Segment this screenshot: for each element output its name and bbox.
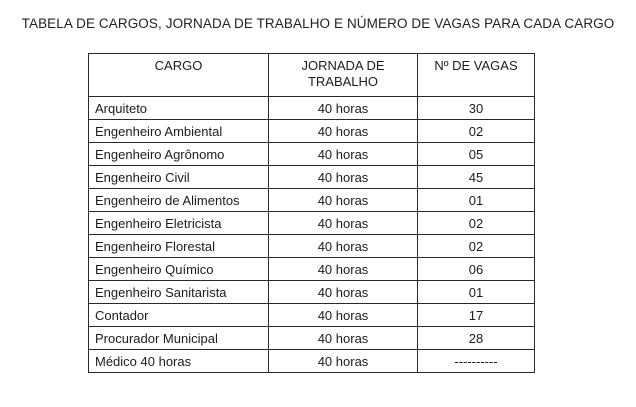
vagas-cell: 28 <box>418 327 535 350</box>
jornada-cell: 40 horas <box>269 258 418 281</box>
jornada-cell: 40 horas <box>269 304 418 327</box>
vagas-cell: 02 <box>418 235 535 258</box>
table-row <box>89 212 535 235</box>
jornada-cell: 40 horas <box>269 143 418 166</box>
jornada-cell: 40 horas <box>269 212 418 235</box>
vagas-cell: 06 <box>418 258 535 281</box>
table-row <box>89 189 535 212</box>
table-row <box>89 235 535 258</box>
jornada-cell: 40 horas <box>269 327 418 350</box>
table-row <box>89 143 535 166</box>
vagas-cell: 17 <box>418 304 535 327</box>
table-row <box>89 97 535 120</box>
vagas-cell: 02 <box>418 212 535 235</box>
cargo-cell: Engenheiro Químico <box>89 258 269 281</box>
vagas-cell: ---------- <box>418 350 535 373</box>
vagas-cell: 45 <box>418 166 535 189</box>
cargo-cell: Procurador Municipal <box>89 327 269 350</box>
table-body <box>89 97 535 373</box>
cargos-table <box>88 53 535 373</box>
jornada-cell: 40 horas <box>269 120 418 143</box>
vagas-cell: 30 <box>418 97 535 120</box>
table-row <box>89 120 535 143</box>
cargo-cell: Engenheiro Ambiental <box>89 120 269 143</box>
table-row <box>89 327 535 350</box>
table-row <box>89 304 535 327</box>
table-header <box>89 54 535 97</box>
cargo-cell: Engenheiro Florestal <box>89 235 269 258</box>
jornada-cell: 40 horas <box>269 189 418 212</box>
header-jornada: JORNADA DE TRABALHO <box>269 54 418 97</box>
vagas-cell: 02 <box>418 120 535 143</box>
page-title: TABELA DE CARGOS, JORNADA DE TRABALHO E NÚMERO DE VAGAS PARA CADA CARGO <box>21 16 615 31</box>
table-row <box>89 258 535 281</box>
table-row <box>89 350 535 373</box>
cargo-cell: Engenheiro de Alimentos <box>89 189 269 212</box>
cargo-cell: Contador <box>89 304 269 327</box>
cargo-cell: Engenheiro Sanitarista <box>89 281 269 304</box>
jornada-cell: 40 horas <box>269 166 418 189</box>
cargo-cell: Engenheiro Eletricista <box>89 212 269 235</box>
header-row <box>89 54 535 97</box>
jornada-cell: 40 horas <box>269 235 418 258</box>
table-row <box>89 166 535 189</box>
vagas-cell: 01 <box>418 189 535 212</box>
table-row <box>89 281 535 304</box>
cargo-cell: Engenheiro Agrônomo <box>89 143 269 166</box>
jornada-cell: 40 horas <box>269 97 418 120</box>
jornada-cell: 40 horas <box>269 350 418 373</box>
cargo-cell: Engenheiro Civil <box>89 166 269 189</box>
jornada-cell: 40 horas <box>269 281 418 304</box>
vagas-cell: 01 <box>418 281 535 304</box>
header-cargo: CARGO <box>89 54 269 97</box>
header-vagas: Nº DE VAGAS <box>418 54 535 97</box>
cargo-cell: Médico 40 horas <box>89 350 269 373</box>
vagas-cell: 05 <box>418 143 535 166</box>
cargo-cell: Arquiteto <box>89 97 269 120</box>
